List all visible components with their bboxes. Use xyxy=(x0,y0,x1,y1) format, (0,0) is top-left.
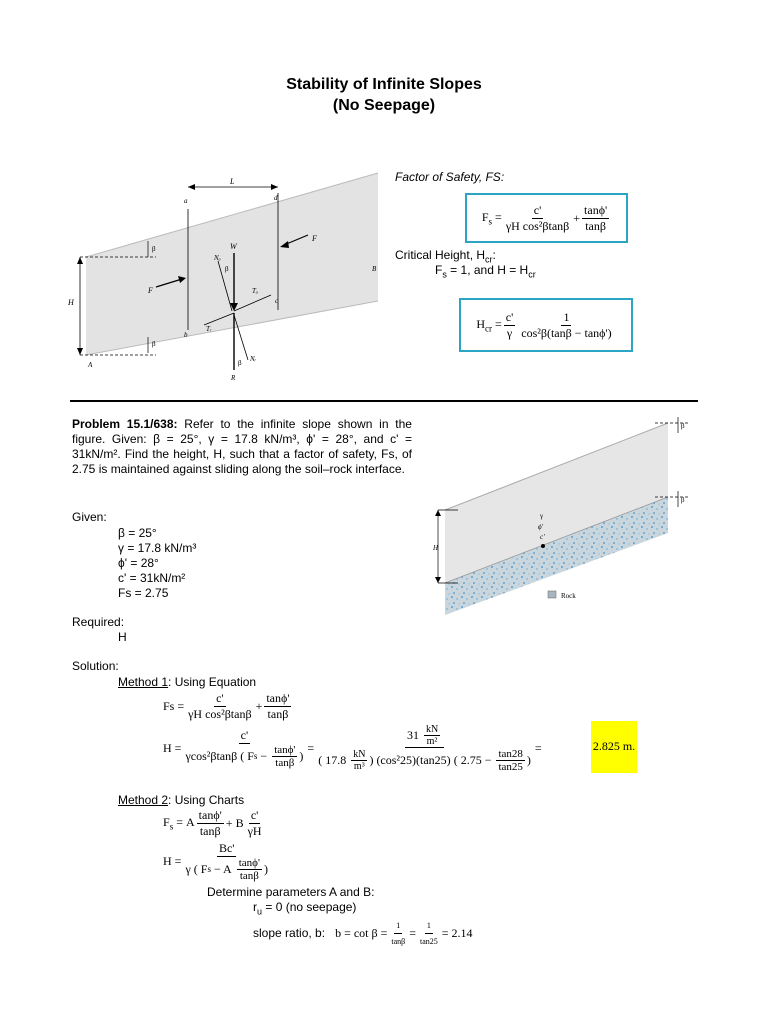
problem-text: Refer to the infinite slope shown in the figure. Given: β = 25°, γ = 17.8 kN/m³, ϕ' = 28°, and c' = 31kN/m². Find the height, H, such that a factor of safety, Fs, of 2.75 is maintained against sliding along the soil–rock interface. xyxy=(72,417,412,476)
label-Tr: Tᵣ xyxy=(206,325,212,333)
hcr-frac2-den: cos²β(tanβ − tanϕ') xyxy=(521,325,612,340)
solution-heading: Solution: xyxy=(72,659,119,673)
label-Ta: Tₐ xyxy=(252,287,258,295)
rock-legend-label: Rock xyxy=(561,592,576,600)
label-B: B xyxy=(372,265,377,273)
fs-term2-den: tanβ xyxy=(585,218,606,233)
section-divider xyxy=(70,400,698,402)
label-A: A xyxy=(88,361,93,369)
critical-condition: $F_s = 1$, and $H = H_{cr}$ xyxy=(435,263,536,280)
label-H2: H xyxy=(433,544,439,552)
ru-text: $r_u = 0$ (no seepage) xyxy=(253,900,357,917)
label-beta-2: β xyxy=(238,359,242,367)
result-value: 2.825 m. xyxy=(592,739,636,753)
problem-statement xyxy=(72,417,412,477)
label-a: a xyxy=(184,197,188,205)
label-phi: ϕ' xyxy=(538,523,544,531)
fs-heading: Factor of Safety, FS: xyxy=(395,170,505,184)
label-d: d xyxy=(274,194,278,202)
given-item-gamma: γ = 17.8 kN/m³ xyxy=(118,541,197,555)
label-b: b xyxy=(184,331,188,339)
label-beta-top: β xyxy=(681,422,685,430)
method1-heading: Method 1: Using Equation xyxy=(118,675,257,689)
fs-term1-num: c' xyxy=(533,202,542,217)
hcr-formula-box: $H_{cr}$ = $\frac{c'}{\gamma}$ $\frac{1}{\text{cos²β(tanβ − tanϕ')}}$ xyxy=(459,298,633,352)
critical-heading: Critical Height, $H_{cr}$: xyxy=(395,248,496,265)
hcr-frac1-num: c' xyxy=(505,309,514,324)
fs-symbol-sub: s xyxy=(488,216,493,227)
page-title: Stability of Infinite Slopes xyxy=(286,76,482,93)
hcr-frac1-den: γ xyxy=(506,325,513,340)
label-Na: Nₐ xyxy=(214,254,221,262)
label-W: W xyxy=(230,242,237,251)
hcr-frac2-num: 1 xyxy=(563,309,570,324)
given-item-beta: β = 25° xyxy=(118,526,157,540)
method1-h-equation: H = c' γcos²βtanβ ( F s − $\frac{\tan\phi'}{\tan\beta}$ ) = 31 $\frac{kN}{\text{m²}}$ ( 17.8 $\frac{kN}{\text{m³}}$ ) (cos²25)(tan25) ( 2.75 − $\frac{\tan 28}{\tan 25}$ ) = xyxy=(163,723,542,773)
problem-label: Problem 15.1/638: xyxy=(72,417,178,431)
page-subtitle: (No Seepage) xyxy=(332,97,436,114)
fs-term2-num: tanϕ' xyxy=(584,202,608,217)
infinite-slope-figure xyxy=(66,165,388,385)
label-c2: c' xyxy=(540,533,545,541)
rock-legend-swatch xyxy=(548,591,556,598)
label-beta-bot: β xyxy=(152,340,156,348)
determine-text: Determine parameters A and B: xyxy=(207,885,375,899)
required-heading: Required: xyxy=(72,615,125,629)
method1-fs-equation: Fs = $\frac{c'}{\text{γH cos²βtanβ}}$ + $\frac{\tan\phi'}{\tan\beta}$ xyxy=(163,690,290,721)
fs-formula-box: $F_s$ = $\frac{c'}{\text{γH cos²βtanβ}}$ + $\frac{\tan\phi'}{\tan\beta}$ xyxy=(465,193,628,243)
method2-fs-equation: $F_s = A$ $\frac{\tan\phi'}{\tan\beta}$ + B $\frac{c'}{\gamma H}$ xyxy=(163,807,262,838)
fs-term1-den: γH cos²βtanβ xyxy=(505,218,570,233)
label-beta-mid: β xyxy=(681,496,685,504)
label-F-right: F xyxy=(312,234,317,243)
given-heading: Given: xyxy=(72,510,107,524)
fs-symbol: F xyxy=(481,209,489,224)
given-item-phi: ϕ' = 28° xyxy=(118,556,159,570)
label-beta-top: β xyxy=(152,245,156,253)
slope-ratio-line: slope ratio, b: b = cot β = $\frac{1}{\tan\beta}$ = $\frac{1}{\tan 25}$ = 2.14 xyxy=(253,918,473,949)
label-R: R xyxy=(231,374,236,382)
method2-heading: Method 2: Using Charts xyxy=(118,793,245,807)
label-c: c xyxy=(275,297,279,305)
slope-rock-figure xyxy=(430,415,705,620)
label-beta-1: β xyxy=(225,265,229,273)
given-item-fs: Fs = 2.75 xyxy=(118,586,169,600)
label-Nr: Nᵣ xyxy=(250,355,257,363)
method2-h-equation: H = Bc' γ ( F s − A $\frac{\tan\phi'}{\tan\beta}$ ) xyxy=(163,840,268,882)
label-L: L xyxy=(230,177,235,186)
given-item-c: c' = 31kN/m² xyxy=(118,571,186,585)
required-value: H xyxy=(118,630,127,644)
label-gamma: γ xyxy=(540,512,544,520)
label-F-left: F xyxy=(148,286,153,295)
label-H: H xyxy=(68,298,74,307)
